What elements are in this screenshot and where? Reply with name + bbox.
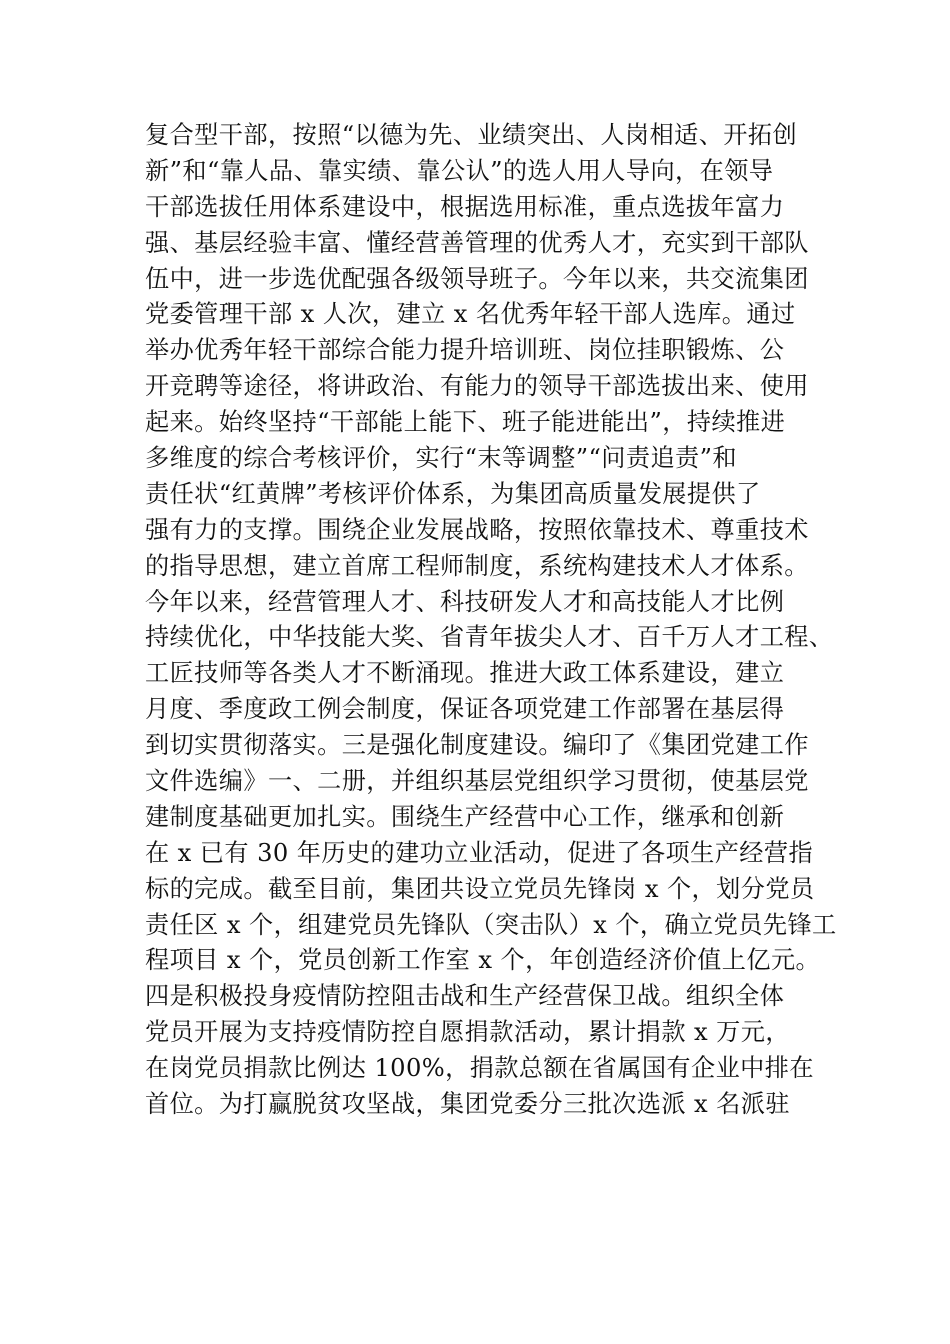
text-line-11: 责任状“红黄牌”考核评价体系，为集团高质量发展提供了 [145, 479, 761, 508]
text-line-9: 起来。始终坚持“干部能上能下、班子能进能出”，持续推进 [145, 408, 786, 437]
text-line-12: 强有力的支撑。围绕企业发展战略，按照依靠技术、尊重技术 [145, 515, 809, 544]
text-line-22: 标的完成。截至目前，集团共设立党员先锋岗 x 个，划分党员 [145, 874, 815, 903]
text-line-18: 到切实贯彻落实。三是强化制度建设。编印了《集团党建工作 [145, 731, 809, 760]
body-paragraph [145, 118, 835, 1123]
text-line-14: 今年以来，经营管理人才、科技研发人才和高技能人才比例 [145, 587, 785, 616]
text-line-5: 伍中，进一步选优配强各级领导班子。今年以来，共交流集团 [145, 264, 809, 293]
text-line-21: 在 x 已有 30 年历史的建功立业活动，促进了各项生产经营指 [145, 838, 814, 867]
text-line-25: 四是积极投身疫情防控阻击战和生产经营保卫战。组织全体 [145, 982, 785, 1011]
text-line-6: 党委管理干部 x 人次，建立 x 名优秀年轻干部人选库。通过 [145, 300, 796, 329]
text-line-13: 的指导思想，建立首席工程师制度，系统构建技术人才体系。 [145, 551, 809, 580]
text-line-19: 文件选编》一、二册，并组织基层党组织学习贯彻，使基层党 [145, 767, 809, 796]
text-line-15: 持续优化，中华技能大奖、省青年拔尖人才、百千万人才工程、 [145, 623, 834, 652]
text-line-20: 建制度基础更加扎实。围绕生产经营中心工作，继承和创新 [145, 802, 785, 831]
text-line-10: 多维度的综合考核评价，实行“末等调整”“问责追责”和 [145, 444, 737, 473]
text-line-4: 强、基层经验丰富、懂经营善管理的优秀人才，充实到干部队 [145, 228, 809, 257]
text-line-8: 开竞聘等途径，将讲政治、有能力的领导干部选拔出来、使用 [145, 372, 809, 401]
text-line-1: 复合型干部，按照“以德为先、业绩突出、人岗相适、开拓创 [145, 121, 798, 149]
text-line-7: 举办优秀年轻干部综合能力提升培训班、岗位挂职锻炼、公 [145, 336, 785, 365]
text-line-16: 工匠技师等各类人才不断涌现。推进大政工体系建设，建立 [145, 659, 785, 688]
text-line-26: 党员开展为支持疫情防控自愿捐款活动，累计捐款 x 万元， [145, 1018, 790, 1047]
text-line-27: 在岗党员捐款比例达 100%，捐款总额在省属国有企业中排在 [145, 1054, 814, 1083]
text-line-2: 新”和“靠人品、靠实绩、靠公认”的选人用人导向，在领导 [145, 156, 774, 185]
text-line-24: 程项目 x 个，党员创新工作室 x 个，年创造经济价值上亿元。 [145, 946, 821, 975]
text-line-17: 月度、季度政工例会制度，保证各项党建工作部署在基层得 [145, 695, 785, 724]
text-line-3: 干部选拔任用体系建设中，根据选用标准，重点选拔年富力 [145, 192, 785, 221]
text-line-28: 首位。为打赢脱贫攻坚战，集团党委分三批次选派 x 名派驻 [145, 1090, 790, 1119]
text-line-23: 责任区 x 个，组建党员先锋队（突击队）x 个，确立党员先锋工 [145, 910, 837, 939]
